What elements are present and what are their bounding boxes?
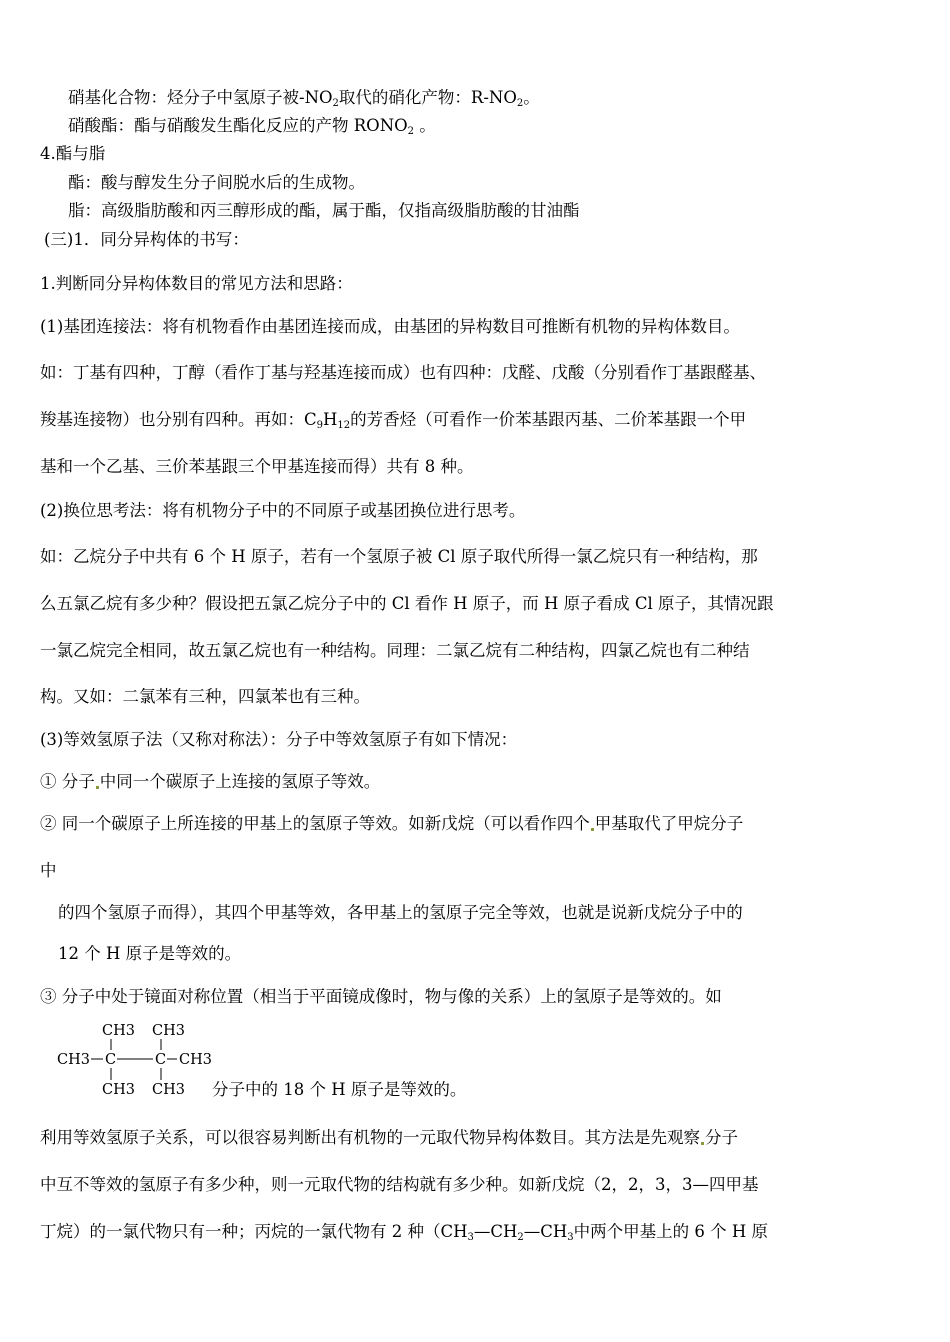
mark-dot [96,786,99,789]
formula-ch3: CH3 [152,1023,185,1039]
formula-carbon: C [105,1052,117,1068]
paragraph-line: 丁烷）的一氯代物只有一种；丙烷的一氯代物有 2 种（$CH_3—CH_2—CH_3$中两个甲基上的 6 个 H 原 [40,1222,769,1243]
section-heading-isomer-writing: (三)1．同分异构体的书写： [44,230,249,249]
mark-dot [701,1142,704,1145]
formula-ch3: CH3 [57,1052,90,1068]
formula-ch3: CH3 [152,1082,185,1098]
mark-dot [591,828,594,831]
formula-ch3: CH3 [179,1052,212,1068]
method-2-heading: (2)换位思考法：将有机物分子中的不同原子或基团换位进行思考。 [40,501,526,520]
method-3-heading: (3)等效氢原子法（又称对称法）：分子中等效氢原子有如下情况： [40,730,518,749]
ester-definition: 酯：酸与醇发生分子间脱水后的生成物。 [68,173,365,192]
nitro-compound-definition: 硝基化合物：烃分子中氢原子被$-NO_2$取代的硝化产物：$R-NO_2$。 [68,88,540,109]
rule-3-example: 分子中的 18 个 H 原子是等效的。 [212,1080,467,1099]
rule-1: ① 分子 中同一个碳原子上连接的氢原子等效。 [40,772,381,791]
rule-3: ③ 分子中处于镜面对称位置（相当于平面镜成像时，物与像的关系）上的氢原子是等效的。如 [40,987,722,1006]
paragraph-line: 么五氯乙烷有多少种？假设把五氯乙烷分子中的 Cl 看作 H 原子，而 H 原子看成 Cl 原子，其情况跟 [40,594,774,613]
section-heading-ester-fat: 4.酯与脂 [40,144,106,163]
structural-formula-tetramethylbutane [55,1018,215,1098]
rule-2-continuation: 中 [40,861,57,880]
formula-carbon: C [155,1052,167,1068]
paragraph-line: 利用等效氢原子关系，可以很容易判断出有机物的一元取代物异构体数目。其方法是先观察 分子 [40,1128,738,1147]
isomer-count-methods-heading: 1.判断同分异构体数目的常见方法和思路： [40,274,353,293]
rule-2-continuation: 的四个氢原子而得），其四个甲基等效，各甲基上的氢原子完全等效，也就是说新戊烷分子中的 [58,903,743,922]
paragraph-line: 基和一个乙基、三价苯基跟三个甲基连接而得）共有 8 种。 [40,457,474,476]
paragraph-line: 如：乙烷分子中共有 6 个 H 原子，若有一个氢原子被 Cl 原子取代所得一氯乙烷只有一种结构，那 [40,547,758,566]
method-1-heading: (1)基团连接法：将有机物看作由基团连接而成，由基团的异构数目可推断有机物的异构体数目。 [40,317,740,336]
paragraph-line: 中互不等效的氢原子有多少种，则一元取代物的结构就有多少种。如新戊烷（2，2，3，3—四甲基 [40,1175,759,1194]
nitrate-ester-definition: 硝酸酯：酯与硝酸发生酯化反应的产物 $RONO_2$ 。 [68,116,436,137]
formula-ch3: CH3 [102,1023,135,1039]
paragraph-line: 羧基连接物）也分别有四种。再如：$C_9H_{12}$的芳香烃（可看作一价苯基跟丙基、二价苯基跟一个甲 [40,410,747,431]
rule-2-continuation: 12 个 H 原子是等效的。 [58,944,242,963]
fat-definition: 脂：高级脂肪酸和丙三醇形成的酯，属于酯，仅指高级脂肪酸的甘油酯 [68,201,580,220]
rule-2: ② 同一个碳原子上所连接的甲基上的氢原子等效。如新戊烷（可以看作四个 甲基取代了甲烷分子 [40,814,744,833]
paragraph-line: 如：丁基有四种，丁醇（看作丁基与羟基连接而成）也有四种：戊醛、戊酸（分别看作丁基跟醛基、 [40,363,766,382]
paragraph-line: 构。又如：二氯苯有三种，四氯苯也有三种。 [40,687,370,706]
paragraph-line: 一氯乙烷完全相同，故五氯乙烷也有一种结构。同理：二氯乙烷有二种结构，四氯乙烷也有二种结 [40,641,750,660]
formula-ch3: CH3 [102,1082,135,1098]
